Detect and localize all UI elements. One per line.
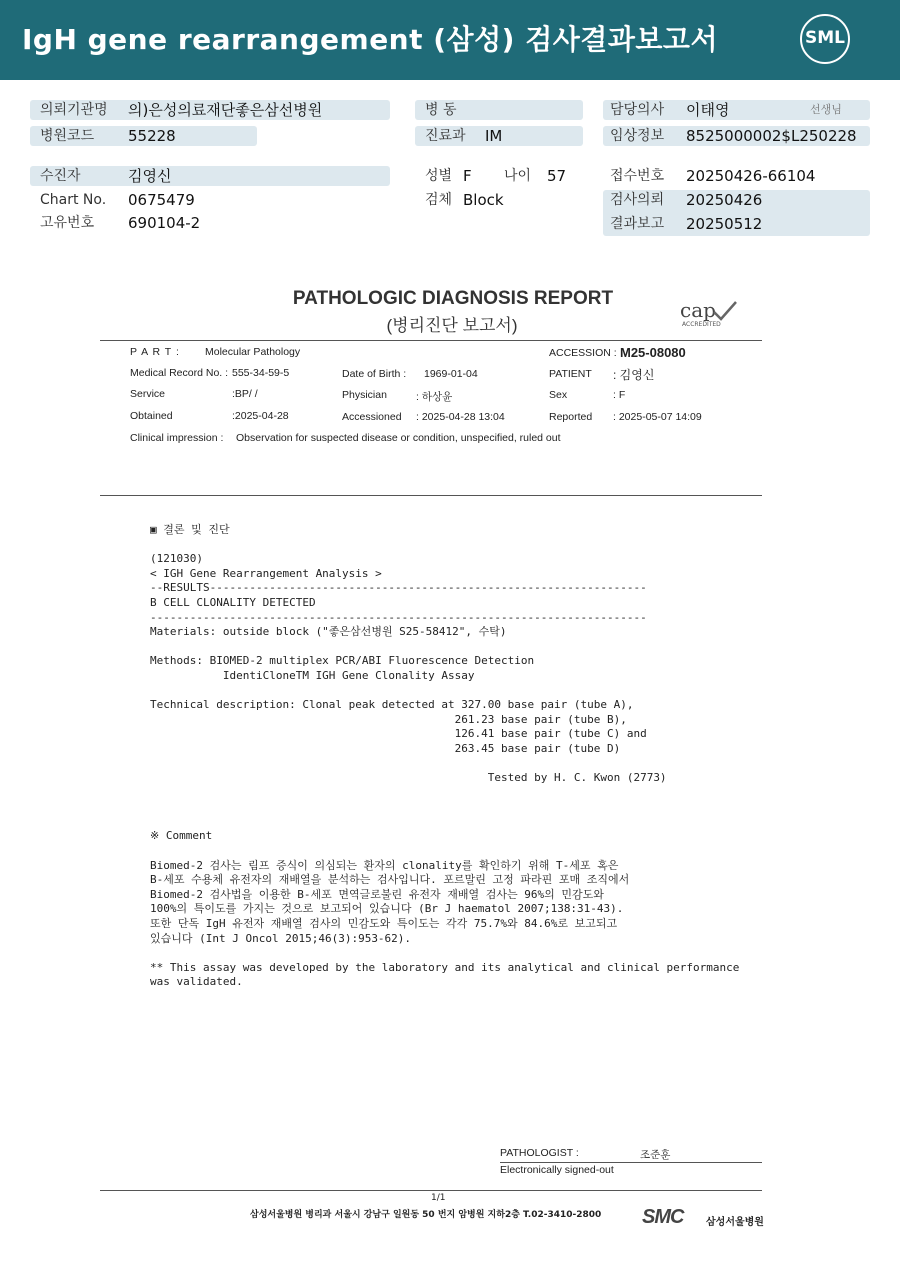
page-number: 1/1 [431, 1193, 446, 1203]
sex-value: F [463, 167, 472, 185]
footer-address: 삼성서울병원 병리과 서울시 강남구 일원동 50 번지 암병원 지하2층 T.02-3410-2800 [250, 1210, 602, 1220]
patient-label: 수진자 [40, 168, 81, 184]
mrn-value: 555-34-59-5 [232, 367, 290, 379]
request-date-value: 20250426 [686, 191, 763, 209]
accessioned-label: Accessioned [342, 411, 402, 423]
hospital-code-value: 55228 [128, 127, 176, 145]
mrn-label: Medical Record No. : [130, 367, 229, 379]
sml-logo-text: SML [805, 28, 845, 48]
obtained-label: Obtained [130, 410, 173, 422]
doctor-suffix: 선생님 [810, 103, 842, 116]
receipt-no-label: 접수번호 [610, 168, 665, 184]
pathologist-name: 조준훈 [640, 1149, 671, 1161]
signed-out-text: Electronically signed-out [500, 1164, 614, 1176]
chart-value: 0675479 [128, 191, 195, 209]
doctor-label: 담당의사 [610, 102, 665, 118]
physician-label: Physician [342, 389, 387, 401]
smc-logo: SMC [642, 1206, 684, 1228]
specimen-value: Block [463, 191, 504, 209]
report-body: ▣ 결론 및 진단 (121030) < IGH Gene Rearrangement Analysis > --RESULTS------------------------------------------------------------------ B CELL CLONALITY DETECTED --------------------------------------------------------------------------- Materials: outside block ("좋은삼선병원 S25-58412", 수탁) Methods: BIOMED-2 multiplex PCR/ABI Fluorescence Detection IdentiCloneTM IGH Gene Clonality Assay Technical description: Clonal peak detected at 327.00 base pair (tube A), 261.23 base pair (tube B), 126.41 base pair (tube C) and 263.45 base pair (tube D) Tested by H. C. Kwon (2773) ※ Comment Biomed-2 검사는 림프 증식이 의심되는 환자의 clonality를 확인하기 위해 T-세포 혹은 B-세포 수용체 유전자의 재배열을 분석하는 검사입니다. 포르말린 고정 파라핀 포매 조직에서 Biomed-2 검사법을 이용한 B-세포 면역글로불린 유전자 재배열 검사는 96%의 민감도와 100%의 특이도를 가지는 것으로 보고되어 있습니다 (Br J haematol 2007;138:31-43). 또한 단독 IgH 유전자 재배열 검사의 민감도와 특이도는 각각 75.7%와 84.6%로 보고되고 있습니다 (Int J Oncol 2015;46(3):953-62). ** This assay was developed by the laboratory and its analytical and clinical performance was validated. [150, 523, 740, 989]
clinical-info-label: 임상정보 [610, 128, 665, 144]
header-banner [0, 0, 900, 80]
institution-label: 의뢰기관명 [40, 102, 108, 118]
request-date-label: 검사의뢰 [610, 192, 665, 208]
report-sex-value: : F [613, 389, 626, 401]
receipt-no-value: 20250426-66104 [686, 167, 816, 185]
report-title: PATHOLOGIC DIAGNOSIS REPORT [292, 288, 614, 309]
specimen-label: 검체 [425, 192, 453, 208]
physician-value: : 하상윤 [416, 391, 453, 403]
id-label: 고유번호 [40, 215, 95, 231]
institution-value: 의)은성의료재단좋은삼선병원 [128, 101, 323, 119]
service-label: Service [130, 388, 166, 400]
sex-label: 성별 [425, 168, 453, 184]
dob-value: 1969-01-04 [424, 368, 478, 380]
report-mid-rule [100, 495, 762, 496]
report-patient-label: PATIENT [549, 368, 592, 380]
checkmark-icon [712, 300, 738, 322]
footer-hospital-name: 삼성서울병원 [706, 1217, 764, 1228]
accession-label: ACCESSION : [549, 347, 617, 359]
cap-logo [680, 298, 740, 328]
part-label: P A R T : [130, 346, 180, 358]
report-subtitle: (병리진단 보고서) [386, 316, 518, 335]
clinical-info-value: 8525000002$L250228 [686, 127, 857, 145]
reported-label: Reported [549, 411, 593, 423]
patient-row [30, 166, 390, 186]
chart-label: Chart No. [40, 192, 107, 208]
accessioned-value: : 2025-04-28 13:04 [416, 411, 505, 423]
clinical-impression-label: Clinical impression : [130, 432, 224, 444]
dept-value: IM [485, 127, 503, 145]
service-value: :BP/ / [232, 388, 258, 400]
report-sex-label: Sex [549, 389, 568, 401]
age-value: 57 [547, 167, 567, 185]
patient-value: 김영신 [128, 167, 172, 185]
obtained-value: :2025-04-28 [232, 410, 289, 422]
dob-label: Date of Birth : [342, 368, 407, 380]
ward-label: 병 동 [425, 102, 457, 118]
accession-value: M25-08080 [620, 345, 686, 360]
id-value: 690104-2 [128, 214, 201, 232]
report-patient-value: : 김영신 [613, 368, 655, 382]
pathologist-label: PATHOLOGIST : [500, 1147, 579, 1159]
reported-value: : 2025-05-07 14:09 [613, 411, 702, 423]
dept-label: 진료과 [425, 128, 466, 144]
age-label: 나이 [504, 168, 532, 184]
result-date-label: 결과보고 [610, 216, 665, 232]
signature-rule [500, 1162, 762, 1163]
part-value: Molecular Pathology [205, 346, 301, 358]
doctor-value: 이태영 [686, 101, 730, 119]
footer-rule [100, 1190, 762, 1191]
clinical-impression-value: Observation for suspected disease or condition, unspecified, ruled out [236, 432, 561, 444]
cap-accredited-text: ACCREDITED [682, 321, 721, 328]
report-top-rule [100, 340, 762, 341]
result-date-value: 20250512 [686, 215, 763, 233]
cap-logo-text: cap [680, 298, 716, 322]
page-title: IgH gene rearrangement (삼성) 검사결과보고서 [22, 23, 719, 56]
sml-logo [800, 14, 850, 64]
hospital-code-label: 병원코드 [40, 128, 95, 144]
